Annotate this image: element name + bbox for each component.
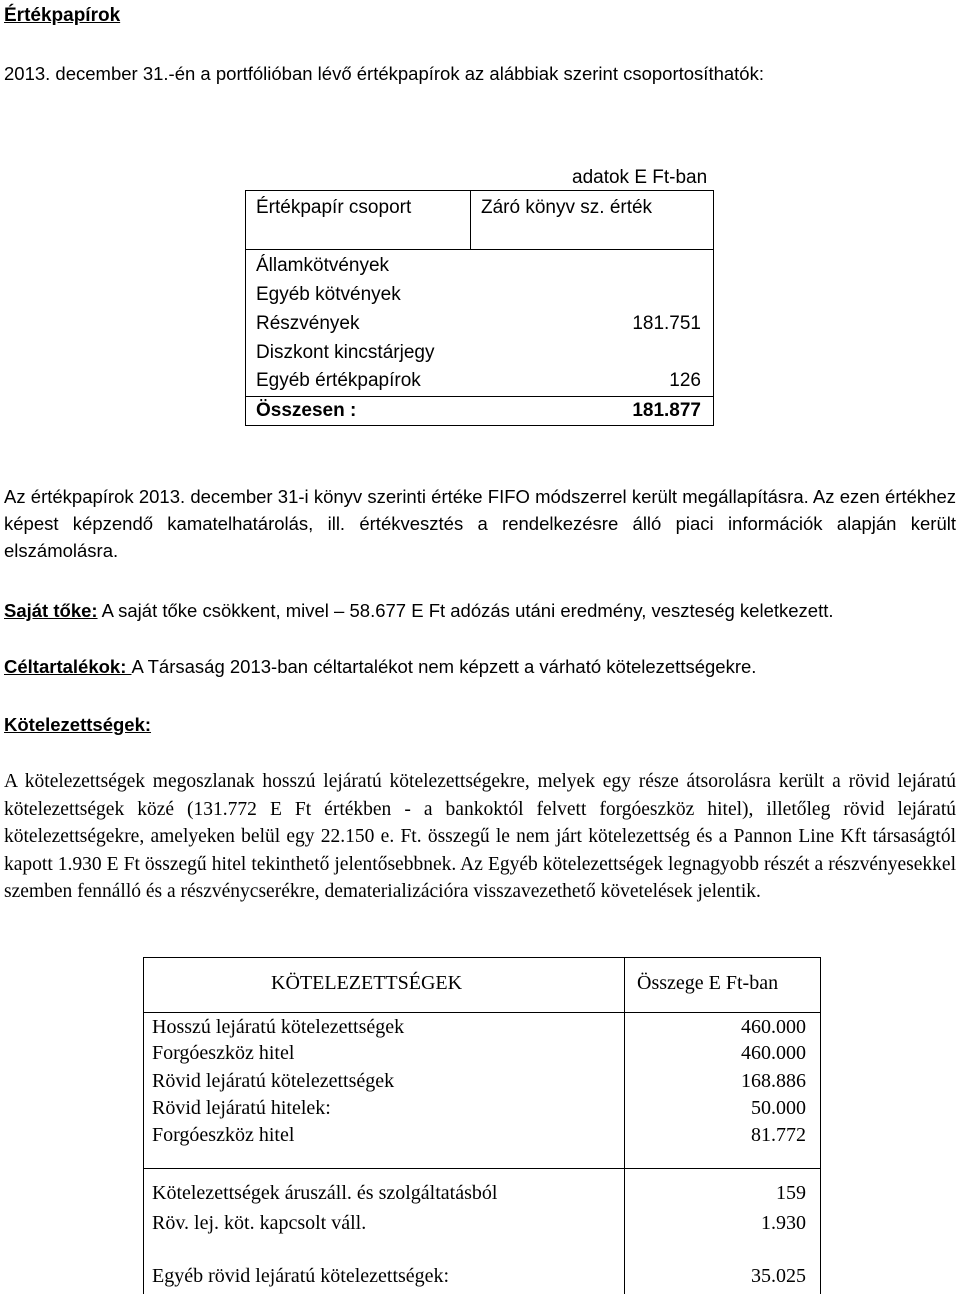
row-value: 159 <box>776 1182 806 1204</box>
row-value: 1.930 <box>761 1212 806 1234</box>
total-value: 181.877 <box>632 400 701 421</box>
intro-text: 2013. december 31.-én a portfólióban lévő értékpapírok az alábbiak szerint csoportosíthatók: <box>4 63 764 84</box>
row-label: Rövid lejáratú hitelek: <box>152 1097 331 1119</box>
col-header-liabilities: KÖTELEZETTSÉGEK <box>271 972 463 994</box>
page-heading: Értékpapírok <box>4 5 121 26</box>
row-label: Diszkont kincstárjegy <box>256 342 435 363</box>
row-label: Államkötvények <box>256 255 390 276</box>
col-header-value: Záró könyv sz. érték <box>481 197 653 218</box>
group-divider <box>143 1168 821 1169</box>
row-label: Röv. lej. köt. kapcsolt váll. <box>152 1212 367 1234</box>
row-label: Rövid lejáratú kötelezettségek <box>152 1070 395 1092</box>
fifo-paragraph: Az értékpapírok 2013. december 31-i könyv szerinti értéke FIFO módszerrel került megállapításra. Az ezen értékhez képest képzendő kamatelhatárolás, ill. értékvesztés a rendelkezésre álló piaci információk alapján került elszámolásra. <box>4 486 956 561</box>
liabilities-heading: Kötelezettségek: <box>4 714 152 735</box>
row-label: Forgóeszköz hitel <box>152 1042 295 1064</box>
total-divider <box>245 396 714 397</box>
row-label: Egyéb rövid lejáratú kötelezettségek: <box>152 1265 450 1287</box>
row-value: 50.000 <box>751 1097 806 1119</box>
row-label: Egyéb értékpapírok <box>256 370 421 391</box>
col-header-amount: Összege E Ft-ban <box>637 972 779 994</box>
col-header-group: Értékpapír csoport <box>256 197 412 218</box>
row-value: 460.000 <box>741 1042 806 1064</box>
column-divider <box>624 957 625 1294</box>
row-value: 181.751 <box>632 313 701 334</box>
row-label: Egyéb kötvények <box>256 284 401 305</box>
header-divider <box>143 1012 821 1013</box>
equity-line <box>4 600 834 622</box>
row-value: 460.000 <box>741 1016 806 1038</box>
total-label: Összesen : <box>256 400 357 421</box>
liabilities-paragraph: A kötelezettségek megoszlanak hosszú lejáratú kötelezettségekre, melyek egy része átsorolásra került a rövid lejáratú kötelezettségek közé (131.772 E Ft értékben - a bankoktól felvett forgóeszköz hitel), illetőleg rövid lejáratú kötelezettségekre, amelyeken belül egy 22.150 e. Ft. összegű le nem járt kötelezettség és a Pannon Line Kft társaságtól kapott 1.930 E Ft összegű hitel tekinthető jelentősebbnek. Az Egyéb kötelezettségek legnagyobb részét a részvényesekkel szemben fennálló és a részvénycserékre, dematerializációra visszavezethető követelések jelentik. <box>4 771 956 902</box>
provisions-label: Céltartalékok: <box>4 656 132 677</box>
row-value: 168.886 <box>741 1070 806 1092</box>
row-label: Kötelezettségek áruszáll. és szolgáltatásból <box>152 1182 498 1204</box>
row-value: 126 <box>669 370 701 391</box>
row-value: 81.772 <box>751 1124 806 1146</box>
equity-label: Saját tőke: <box>4 600 98 621</box>
row-label: Hosszú lejáratú kötelezettségek <box>152 1016 405 1038</box>
row-label: Forgóeszköz hitel <box>152 1124 295 1146</box>
unit-note: adatok E Ft-ban <box>572 167 708 188</box>
provisions-line <box>4 656 756 678</box>
equity-text: A saját tőke csökkent, mivel – 58.677 E Ft adózás utáni eredmény, veszteség keletkezett. <box>97 600 834 621</box>
provisions-text: A Társaság 2013-ban céltartalékot nem képzett a várható kötelezettségekre. <box>131 656 757 677</box>
row-value: 35.025 <box>751 1265 806 1287</box>
row-label: Részvények <box>256 313 360 334</box>
